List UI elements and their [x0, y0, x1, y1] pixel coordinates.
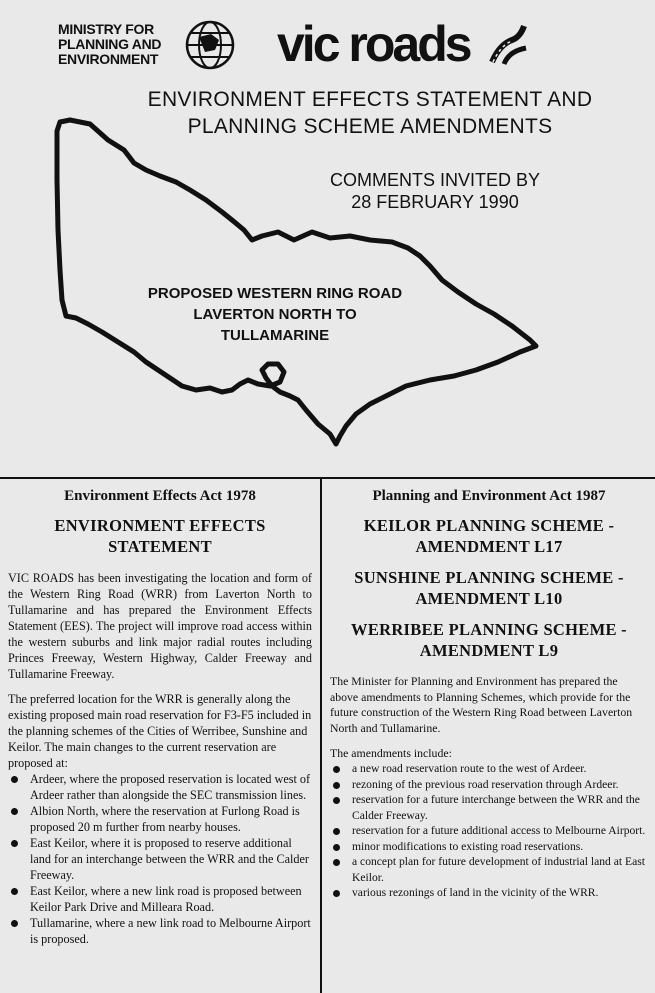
- heading-line: WERRIBEE PLANNING SCHEME -: [351, 620, 627, 639]
- map-label-line: PROPOSED WESTERN RING ROAD: [147, 285, 403, 302]
- list-item: East Keilor, where it is proposed to reserve additional land for an interchange between the WRR and the Calder Freeway.: [8, 835, 312, 883]
- heading-line: ENVIRONMENT EFFECTS: [54, 516, 266, 535]
- list-item: various rezonings of land in the vicinity of the WRR.: [330, 885, 648, 901]
- map-label-line: TULLAMARINE: [220, 327, 330, 344]
- heading-line: AMENDMENT L17: [415, 537, 563, 556]
- list-item: Ardeer, where the proposed reservation is located west of Ardeer rather than alongside the SEC transmission lines.: [8, 771, 312, 803]
- ministry-line: ENVIRONMENT: [58, 51, 159, 67]
- list-item: Albion North, where the reservation at Furlong Road is proposed 20 m further from nearby houses.: [8, 803, 312, 835]
- ministry-line: MINISTRY FOR: [58, 21, 154, 37]
- list-item: Tullamarine, where a new link road to Melbourne Airport is proposed.: [8, 915, 312, 947]
- vertical-divider: [320, 479, 322, 993]
- list-item: East Keilor, where a new link road is proposed between Keilor Park Drive and Milleara Road.: [8, 883, 312, 915]
- heading-line: SUNSHINE PLANNING SCHEME -: [354, 568, 624, 587]
- left-bullet-list: [8, 771, 312, 947]
- right-heading-sunshine: [330, 567, 648, 609]
- title-line: PLANNING SCHEME AMENDMENTS: [187, 115, 553, 138]
- list-item: rezoning of the previous road reservation through Ardeer.: [330, 777, 648, 793]
- left-column: [8, 479, 312, 947]
- map-label: [140, 283, 410, 346]
- right-column: [330, 479, 648, 901]
- left-paragraph-1: VIC ROADS has been investigating the location and form of the Western Ring Road (WRR) from Laverton North to Tullamarine and has prepared the Environment Effects Statement (EES). The project will improve road access within the western suburbs and link major radial routes including Princes Freeway, Western Highway, Calder Freeway and Tullamarine Freeway.: [8, 571, 312, 681]
- list-item: a new road reservation route to the west of Ardeer.: [330, 761, 648, 777]
- list-item: a concept plan for future development of industrial land at East Keilor.: [330, 854, 648, 885]
- header-panel: [0, 0, 655, 477]
- ministry-line: PLANNING AND: [58, 36, 162, 52]
- comments-date: 28 FEBRUARY 1990: [351, 192, 519, 212]
- right-heading-werribee: [330, 619, 648, 661]
- vicroads-road-mark-icon: [488, 24, 530, 66]
- title-line: ENVIRONMENT EFFECTS STATEMENT AND: [147, 88, 593, 111]
- right-paragraph-1: The Minister for Planning and Environment has prepared the above amendments to Planning Schemes, which provide for the future construction of the Western Ring Road between Laverton North and Tullamarine.: [330, 674, 633, 735]
- ministry-globe-logo-icon: [185, 20, 235, 70]
- heading-line: STATEMENT: [108, 537, 212, 556]
- list-item: reservation for a future interchange between the WRR and the Calder Freeway.: [330, 792, 648, 823]
- left-paragraph-2: The preferred location for the WRR is generally along the existing proposed main road reservation for F3-F5 included in the planning schemes of the Cities of Werribee, Sunshine and Keilor. The main changes to the current reservation are proposed at:: [8, 692, 312, 770]
- right-act-title: Planning and Environment Act 1987: [372, 488, 606, 504]
- comments-line: COMMENTS INVITED BY: [329, 170, 540, 190]
- comments-deadline: [315, 169, 555, 213]
- right-bullet-list: [330, 761, 648, 901]
- list-item: reservation for a future additional access to Melbourne Airport.: [330, 823, 648, 839]
- page-title: [120, 86, 620, 140]
- amendments-intro: The amendments include:: [330, 746, 452, 760]
- map-label-line: LAVERTON NORTH TO: [193, 306, 357, 323]
- heading-line: KEILOR PLANNING SCHEME -: [363, 516, 615, 535]
- heading-line: AMENDMENT L10: [415, 589, 563, 608]
- left-heading: [8, 515, 312, 557]
- heading-line: AMENDMENT L9: [419, 641, 559, 660]
- left-act-title: Environment Effects Act 1978: [64, 488, 256, 504]
- ministry-name: [58, 22, 161, 67]
- right-heading-keilor: [330, 515, 648, 557]
- vicroads-logo: vic roads: [277, 16, 470, 72]
- list-item: minor modifications to existing road reservations.: [330, 839, 648, 855]
